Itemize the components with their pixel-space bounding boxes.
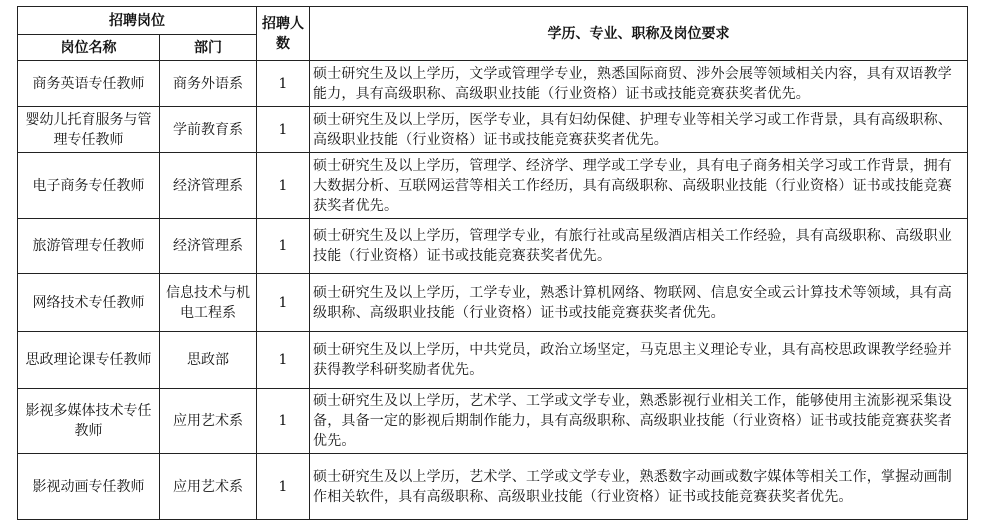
- requirements-cell: 硕士研究生及以上学历，中共党员，政治立场坚定，马克思主义理论专业，具有高校思政课教学经验并获得教学科研奖励者优先。: [310, 332, 968, 389]
- post-name-cell: 思政理论课专任教师: [18, 332, 160, 389]
- count-cell: 1: [257, 274, 310, 332]
- header-post-group: 招聘岗位: [18, 7, 257, 35]
- count-cell: 1: [257, 219, 310, 274]
- post-name-cell: 商务英语专任教师: [18, 61, 160, 107]
- table-row: [18, 389, 968, 454]
- department-cell: 应用艺术系: [160, 389, 257, 454]
- department-cell: 商务外语系: [160, 61, 257, 107]
- table-row: [18, 61, 968, 107]
- post-name-cell: 网络技术专任教师: [18, 274, 160, 332]
- requirements-cell: 硕士研究生及以上学历，文学或管理学专业，熟悉国际商贸、涉外会展等领域相关内容，具有双语教学能力，具有高级职称、高级职业技能（行业资格）证书或技能竞赛获奖者优先。: [310, 61, 968, 107]
- requirements-cell: 硕士研究生及以上学历，工学专业，熟悉计算机网络、物联网、信息安全或云计算技术等领域，具有高级职称、高级职业技能（行业资格）证书或技能竞赛获奖者优先。: [310, 274, 968, 332]
- post-name-cell: 婴幼儿托育服务与管理专任教师: [18, 107, 160, 153]
- header-post-name: 岗位名称: [18, 35, 160, 61]
- requirements-cell: 硕士研究生及以上学历，医学专业，具有妇幼保健、护理专业等相关学习或工作背景，具有高级职称、高级职业技能（行业资格）证书或技能竞赛获奖者优先。: [310, 107, 968, 153]
- department-cell: 学前教育系: [160, 107, 257, 153]
- post-name-cell: 影视动画专任教师: [18, 454, 160, 520]
- count-cell: 1: [257, 454, 310, 520]
- count-cell: 1: [257, 61, 310, 107]
- header-department: 部门: [160, 35, 257, 61]
- requirements-cell: 硕士研究生及以上学历，管理学、经济学、理学或工学专业，具有电子商务相关学习或工作背景，拥有大数据分析、互联网运营等相关工作经历，具有高级职称、高级职业技能（行业资格）证书或技能竞赛获奖者优先。: [310, 153, 968, 219]
- table-row: [18, 107, 968, 153]
- post-name-cell: 影视多媒体技术专任教师: [18, 389, 160, 454]
- requirements-cell: 硕士研究生及以上学历，艺术学、工学或文学专业，熟悉数字动画或数字媒体等相关工作，掌握动画制作相关软件，具有高级职称、高级职业技能（行业资格）证书或技能竞赛获奖者优先。: [310, 454, 968, 520]
- department-cell: 应用艺术系: [160, 454, 257, 520]
- recruitment-table: [17, 6, 968, 520]
- table-row: [18, 274, 968, 332]
- count-cell: 1: [257, 153, 310, 219]
- table-row: [18, 219, 968, 274]
- department-cell: 经济管理系: [160, 219, 257, 274]
- requirements-cell: 硕士研究生及以上学历，艺术学、工学或文学专业，熟悉影视行业相关工作，能够使用主流影视采集设备，具备一定的影视后期制作能力，具有高级职称、高级职业技能（行业资格）证书或技能竞赛获奖者优先。: [310, 389, 968, 454]
- count-cell: 1: [257, 389, 310, 454]
- table-row: [18, 454, 968, 520]
- requirements-cell: 硕士研究生及以上学历，管理学专业，有旅行社或高星级酒店相关工作经验，具有高级职称、高级职业技能（行业资格）证书或技能竞赛获奖者优先。: [310, 219, 968, 274]
- department-cell: 经济管理系: [160, 153, 257, 219]
- department-cell: 信息技术与机电工程系: [160, 274, 257, 332]
- department-cell: 思政部: [160, 332, 257, 389]
- header-requirements: 学历、专业、职称及岗位要求: [310, 7, 968, 61]
- table-row: [18, 332, 968, 389]
- table-row: [18, 153, 968, 219]
- count-cell: 1: [257, 107, 310, 153]
- post-name-cell: 电子商务专任教师: [18, 153, 160, 219]
- post-name-cell: 旅游管理专任教师: [18, 219, 160, 274]
- header-count: 招聘人数: [257, 7, 310, 61]
- count-cell: 1: [257, 332, 310, 389]
